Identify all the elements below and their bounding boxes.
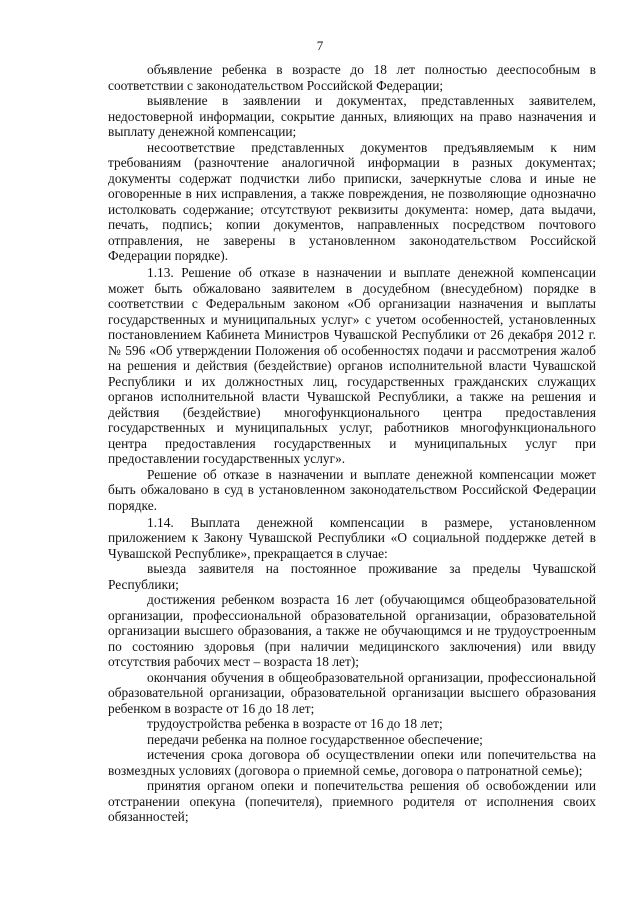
paragraph-appeal-court: Решение об отказе в назначении и выплате денежной компенсации может быть обжаловано в суд в установленном законодательством Российской Федерации порядке. — [108, 466, 596, 513]
paragraph-1-14: 1.14. Выплата денежной компенсации в размере, установленном приложением к Закону Чувашской Республики «О социальной поддержке детей в Чувашской Республике», прекращается в случае: — [108, 514, 596, 561]
list-item-guardian-removal: принятия органом опеки и попечительства решения об освобождении или отстранении опекуна (попечителя), приемного родителя от исполнения своих обязанностей; — [108, 778, 596, 824]
paragraph-1-13: 1.13. Решение об отказе в назначении и выплате денежной компенсации может быть обжаловано заявителем в досудебном (внесудебном) порядке в соответствии с Федеральным законом «Об организации назначения и выплаты государственных и муниципальных услуг» с учетом особенностей, установленных постановлением Кабинета Министров Чувашской Республики от 26 декабря 2012 г. № 596 «Об утверждении Положения об особенностях подачи и рассмотрения жалоб на решения и действия (бездействие) органов исполнительной власти Чувашской Республики и их должностных лиц, государственных гражданских служащих органов исполнительной власти Чувашской Республики, а также на решения и действия (бездействие) многофункционального центра предоставления государственных и муниципальных услуг, работников многофункционального центра предоставления государственных и муниципальных услуг при предоставлении государственных услуг». — [108, 265, 596, 466]
list-item-employment: трудоустройства ребенка в возрасте от 16 до 18 лет; — [147, 716, 443, 731]
list-item-contract-expiry: истечения срока договора об осуществлении опеки или попечительства на возмездных условиях (договора о приемной семье, договора о патронатной семье); — [108, 747, 596, 778]
list-item-age: достижения ребенком возраста 16 лет (обучающимся общеобразовательной организации, профессиональной образовательной организации, образовательной организации высшего образования, а также не обучающимся и не трудоустроенным по состоянию здоровья (при наличии медицинского заключения) или ввиду отсутствия рабочих мест – возраста 18 лет); — [108, 592, 596, 669]
list-item-state-support: передачи ребенка на полное государственное обеспечение; — [147, 731, 483, 747]
document-body — [108, 62, 596, 825]
paragraph-2: выявление в заявлении и документах, представленных заявителем, недостоверной информации, сокрытие данных, влияющих на право назначения и выплату денежной компенсации; — [108, 93, 596, 139]
page-number: 7 — [316, 38, 324, 53]
list-item-education-end: окончания обучения в общеобразовательной организации, профессиональной образовательной организации, образовательной организации высшего образования ребенком в возрасте от 16 до 18 лет; — [108, 669, 596, 716]
paragraph-3: несоответствие представленных документов предъявляемым к ним требованиям (разночтение аналогичной информации в разных документах; документы содержат подчистки либо приписки, зачеркнутые слова и иные не оговоренные в них исправления, а также повреждения, не позволяющие однозначно истолковать содержание; отсутствуют реквизиты документа: номер, дата выдачи, печать, подпись; копии документов, направленных посредством почтового отправления, не заверены в установленном законодательством Российской Федерации порядке). — [108, 139, 596, 263]
list-item-departure: выезда заявителя на постоянное проживание за пределы Чувашской Республики; — [108, 561, 596, 592]
paragraph-1: объявление ребенка в возрасте до 18 лет полностью дееспособным в соответствии с законодательством Российской Федерации; — [108, 62, 596, 93]
